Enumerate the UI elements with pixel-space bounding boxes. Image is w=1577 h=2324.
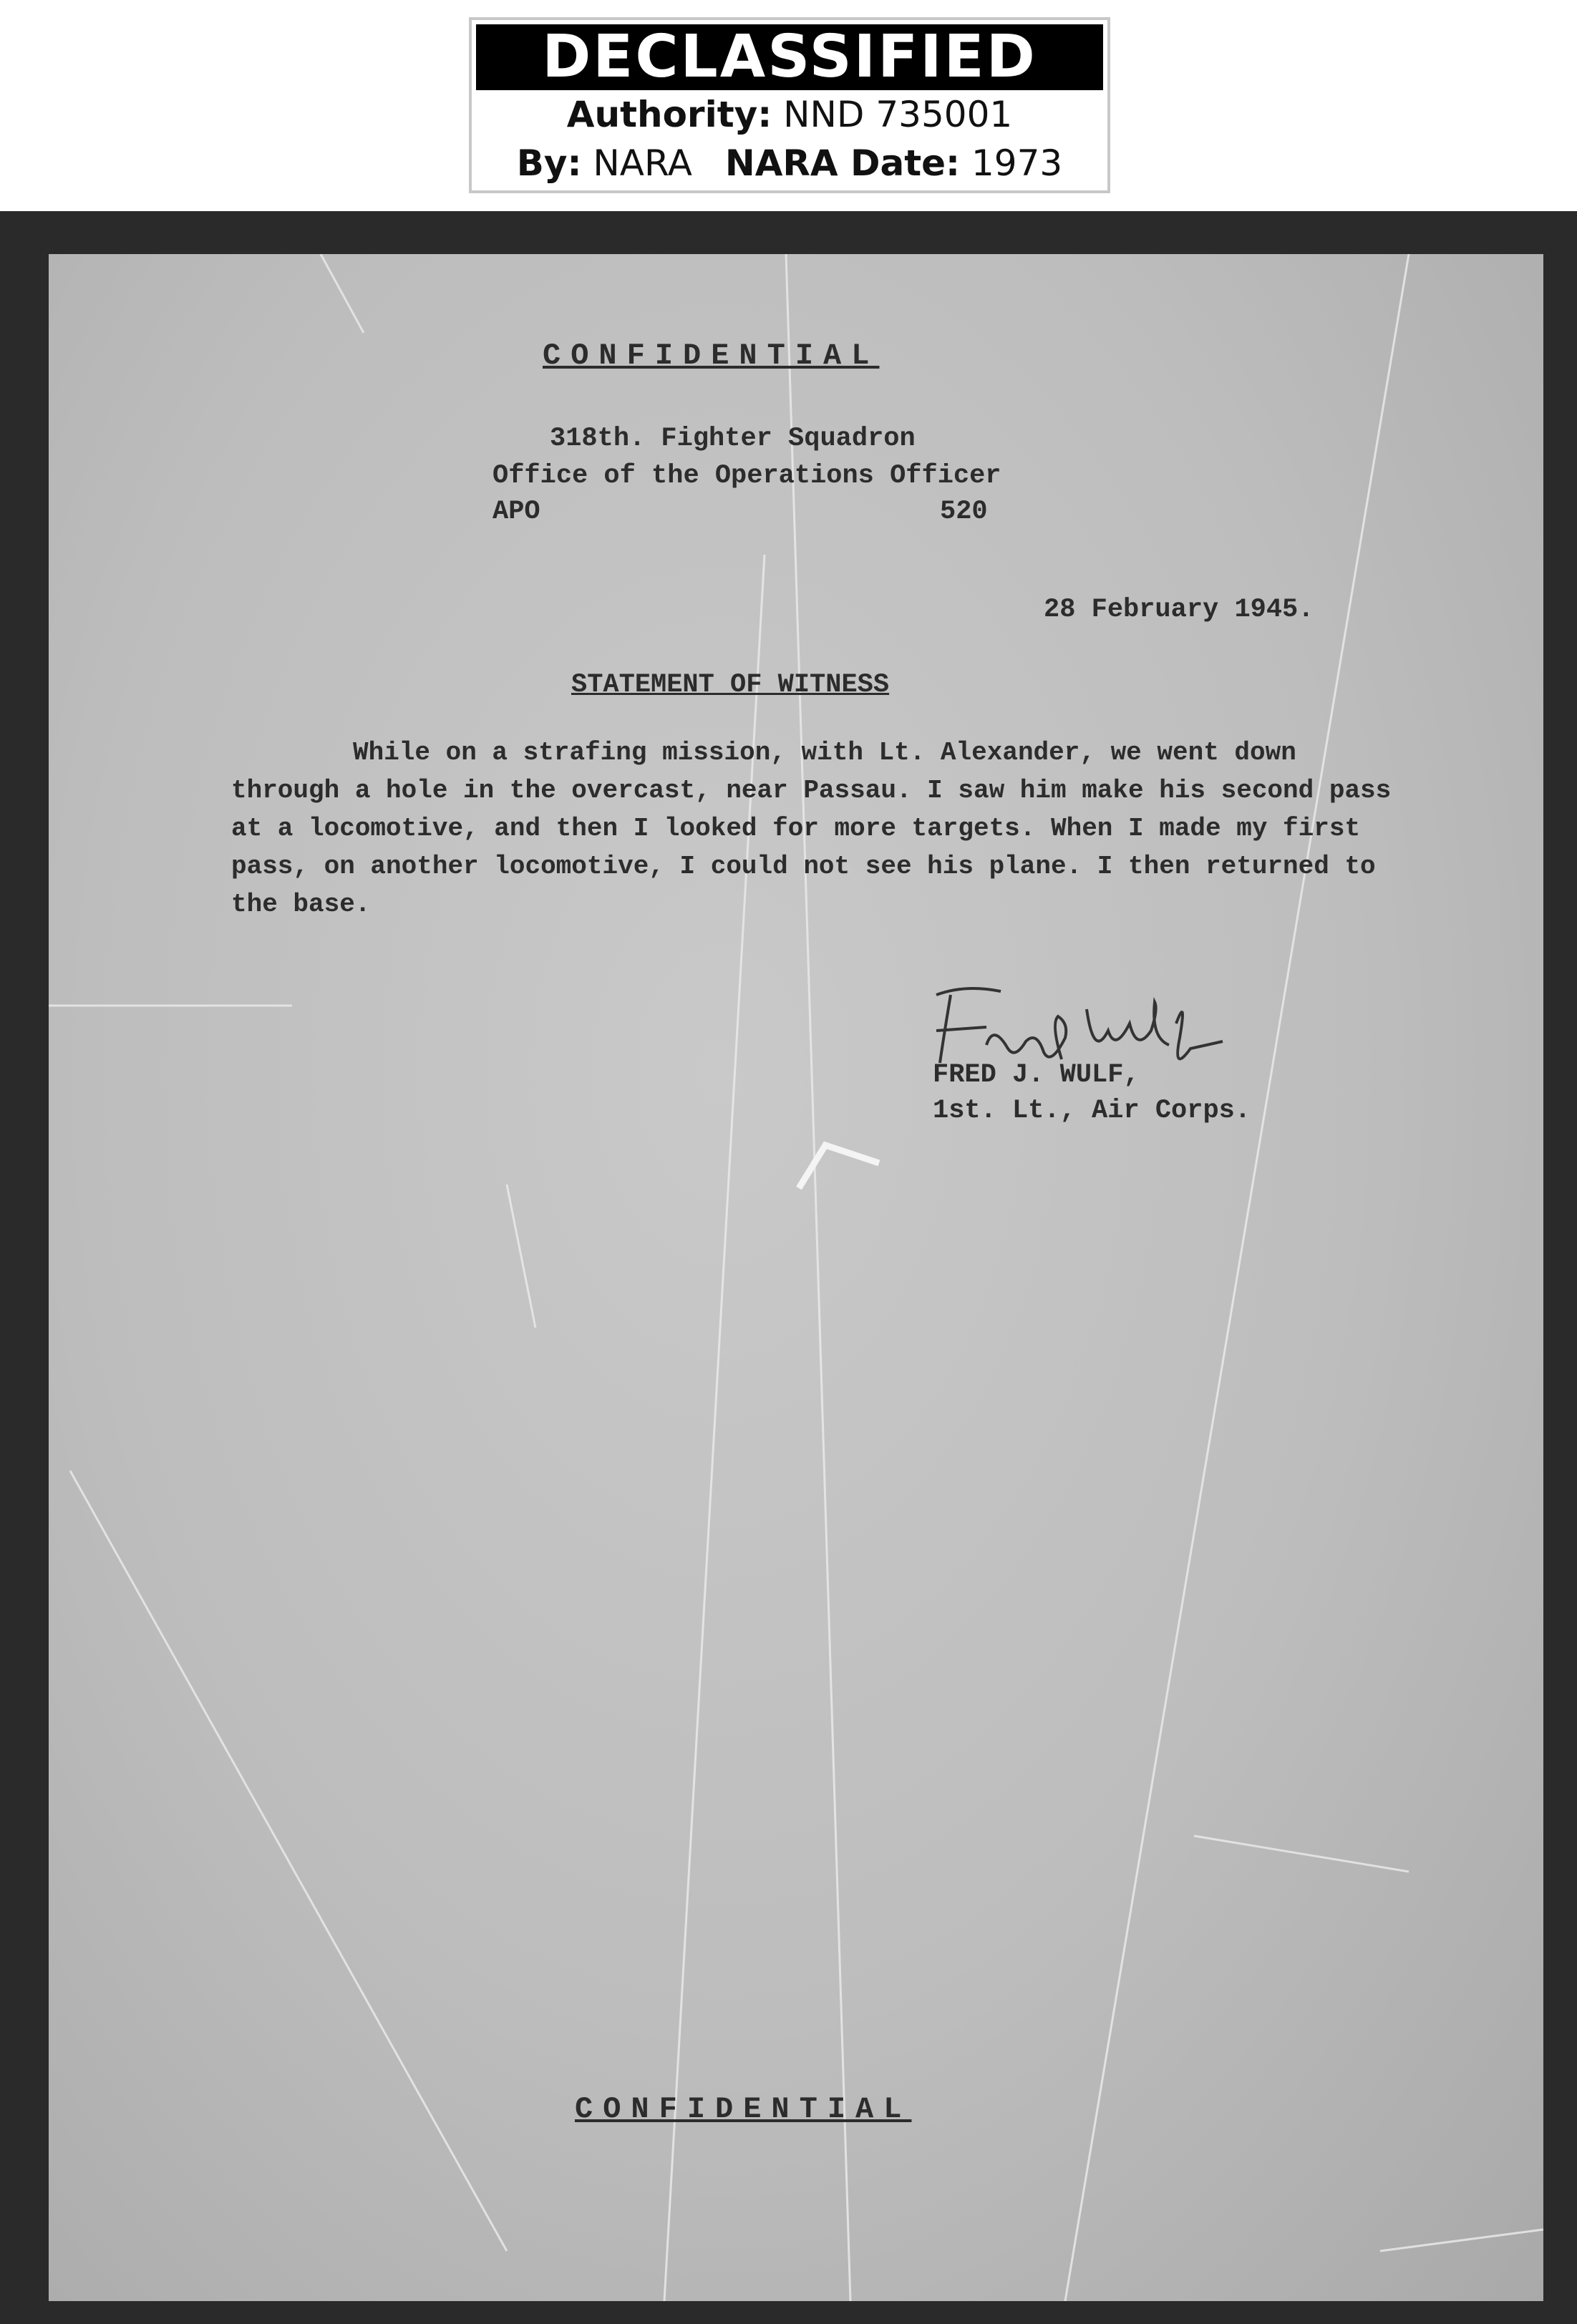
stamp-authority-line — [472, 90, 1107, 139]
by-value: NARA — [593, 142, 692, 184]
statement-body: While on a strafing mission, with Lt. Alexander, we went down through a hole in the overcast, near Passau. I saw him make his second pass at a locomotive, and then I looked for more targets. When I made my first pass, on another locomotive, I could not see his plane. I then returned to the base. — [231, 738, 1392, 919]
nara-date-value: 1973 — [971, 142, 1063, 184]
authority-label: Authority: — [566, 94, 772, 135]
document-photograph — [0, 211, 1577, 2324]
classification-top: CONFIDENTIAL — [543, 339, 880, 373]
classification-bottom: CONFIDENTIAL — [575, 2092, 912, 2126]
unit-line: 318th. Fighter Squadron — [550, 424, 916, 454]
declassified-stamp — [469, 17, 1110, 193]
office-line: Office of the Operations Officer — [492, 461, 1001, 491]
stamp-title: DECLASSIFIED — [476, 24, 1103, 90]
apo-number: 520 — [940, 497, 988, 527]
document-page — [49, 254, 1543, 2301]
apo-label: APO — [492, 497, 540, 527]
signer-name: FRED J. WULF, — [933, 1060, 1140, 1090]
signer-rank: 1st. Lt., Air Corps. — [933, 1096, 1251, 1126]
by-label: By: — [516, 142, 582, 184]
letter-date: 28 February 1945. — [1044, 595, 1314, 625]
nara-date-label: NARA Date: — [724, 142, 961, 184]
authority-value: NND 735001 — [783, 94, 1013, 135]
film-scratches — [49, 254, 1543, 2301]
stamp-by-line — [472, 139, 1107, 188]
signature-block — [922, 981, 1251, 1126]
statement-heading: STATEMENT OF WITNESS — [571, 670, 890, 700]
